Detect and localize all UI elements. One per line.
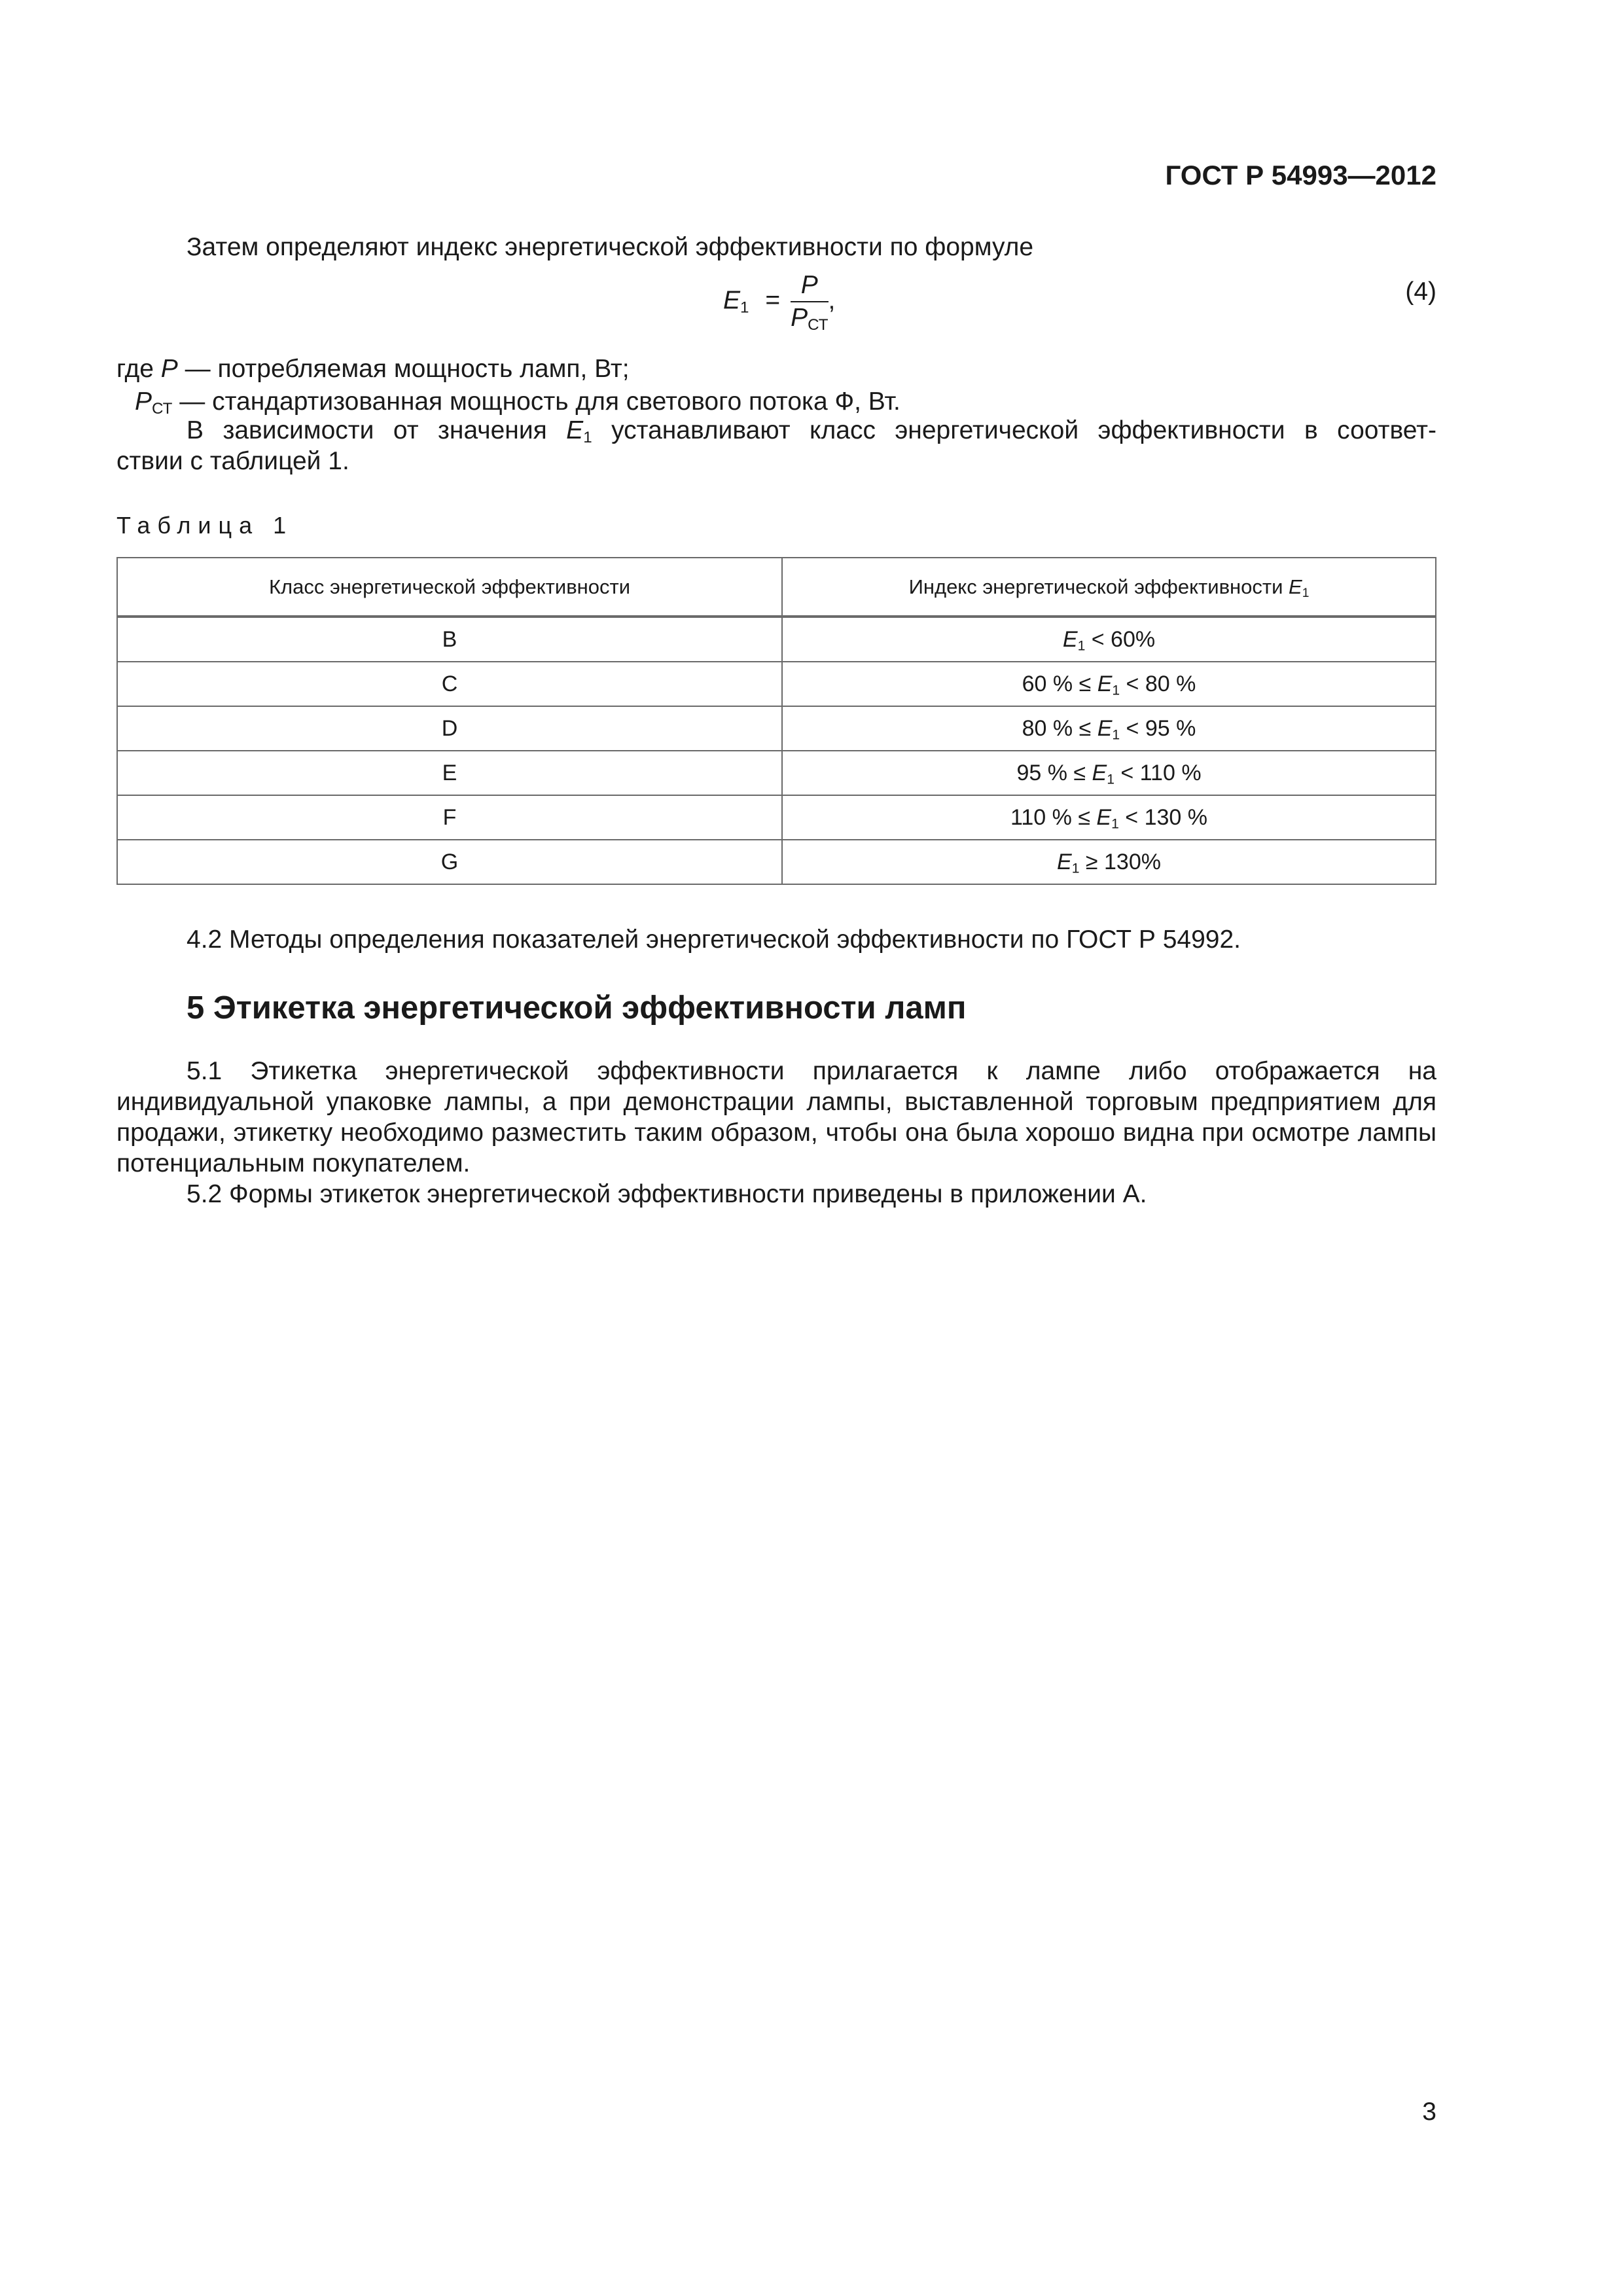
where-line-1 (116, 353, 630, 384)
page-number: 3 (1422, 2098, 1436, 2126)
class-cell: D (117, 706, 782, 751)
index-cell (782, 617, 1436, 662)
where-desc-1: — потребляемая мощность ламп, Вт; (177, 355, 630, 383)
class-cell: G (117, 840, 782, 884)
formula-den-sub: СТ (808, 316, 829, 334)
index-sub: 1 (1107, 771, 1115, 787)
index-pre: 110 % ≤ (1010, 804, 1097, 830)
dependency-var-sub: 1 (583, 429, 592, 447)
index-var: E (1097, 715, 1113, 741)
index-post: ≥ 130% (1079, 849, 1161, 874)
class-cell: F (117, 795, 782, 840)
index-sub: 1 (1077, 637, 1086, 653)
formula-numerator: P (791, 270, 828, 302)
paragraph-4-2: 4.2 Методы определения показателей энергетической эффективности по ГОСТ Р 54992. (187, 925, 1241, 954)
index-var: E (1096, 804, 1112, 830)
formula-den-var: P (791, 304, 808, 332)
equation-number: (4) (1405, 278, 1436, 306)
index-sub: 1 (1111, 816, 1119, 831)
table-row (117, 706, 1436, 751)
index-pre: 95 % ≤ (1016, 760, 1092, 785)
header-class: Класс энергетической эффективности (117, 558, 782, 617)
dependency-text-end: устанавливают класс энергетической эффективности в соответ- (611, 416, 1436, 444)
index-var: E (1097, 671, 1113, 696)
efficiency-class-table (116, 557, 1436, 885)
table-row (117, 617, 1436, 662)
class-cell: C (117, 662, 782, 706)
formula-lhs-var: E (723, 286, 741, 315)
index-cell (782, 795, 1436, 840)
table-row (117, 840, 1436, 884)
where-var-2: P (135, 387, 152, 416)
index-sub: 1 (1112, 726, 1120, 742)
table-row (117, 795, 1436, 840)
formula-trail: , (828, 286, 836, 315)
table-row (117, 662, 1436, 706)
dependency-var: E (566, 416, 584, 444)
class-cell: B (117, 617, 782, 662)
header-index-text: Индекс энергетической эффективности (908, 575, 1283, 598)
where-word: где (116, 355, 154, 383)
index-var: E (1057, 849, 1072, 874)
index-post: < 80 % (1120, 671, 1196, 696)
dependency-line-1 (187, 415, 1436, 446)
index-cell (782, 706, 1436, 751)
index-cell (782, 662, 1436, 706)
table-header-row (117, 558, 1436, 617)
index-post: < 95 % (1120, 715, 1196, 741)
paragraph-5-2: 5.2 Формы этикеток энергетической эффективности приведены в приложении А. (187, 1180, 1147, 1208)
index-sub: 1 (1112, 682, 1120, 698)
index-cell (782, 840, 1436, 884)
index-post: < 130 % (1118, 804, 1207, 830)
where-var-2-sub: СТ (152, 400, 173, 418)
table-caption: Таблица 1 (116, 512, 294, 539)
table-row (117, 751, 1436, 795)
header-index-sub: 1 (1302, 586, 1310, 600)
index-var: E (1062, 626, 1078, 652)
document-header: ГОСТ Р 54993—2012 (1165, 160, 1436, 190)
formula-denominator (791, 302, 828, 334)
where-var-1: P (160, 355, 178, 383)
index-post: < 110 % (1114, 760, 1202, 785)
index-var: E (1092, 760, 1107, 785)
paragraph-5-1: 5.1 Этикетка энергетической эффективности прилагается к лампе либо отображается на индивидуальной упаковке лампы, а при демонстрации лампы, выставленной торговым предприятием для продажи, этикетку необходимо разместить таким образом, чтобы она была хорошо видна при осмотре лампы потенциальным покупателем. (116, 1057, 1436, 1177)
where-line-2 (135, 386, 901, 417)
dependency-text-start: В зависимости от значения (187, 416, 547, 444)
header-index (782, 558, 1436, 617)
section-5-heading: 5 Этикетка энергетической эффективности ламп (187, 990, 967, 1026)
dependency-line-2: ствии с таблицей 1. (116, 447, 349, 475)
formula-lhs-sub: 1 (740, 298, 749, 317)
index-pre: 60 % ≤ (1022, 671, 1097, 696)
index-cell (782, 751, 1436, 795)
index-sub: 1 (1071, 860, 1080, 876)
formula-intro: Затем определяют индекс энергетической эффективности по формуле (187, 233, 1034, 261)
class-cell: E (117, 751, 782, 795)
index-post: < 60% (1085, 626, 1156, 652)
formula-eq: = (765, 286, 781, 315)
header-index-var: E (1289, 575, 1302, 598)
formula-fraction (791, 270, 828, 334)
formula-4 (723, 270, 835, 334)
where-desc-2: — стандартизованная мощность для светового потока Ф, Вт. (172, 387, 901, 416)
index-pre: 80 % ≤ (1022, 715, 1097, 741)
